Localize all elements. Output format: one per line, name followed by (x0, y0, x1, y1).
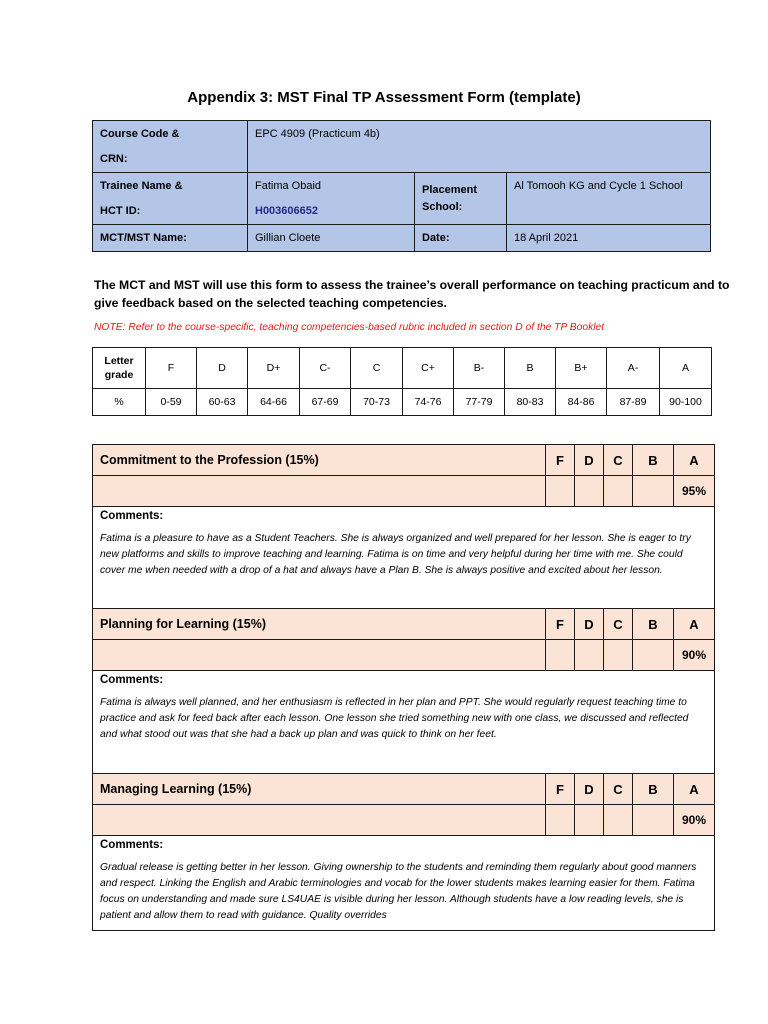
grade-col-c: C (604, 609, 633, 640)
score-cell-d (575, 640, 604, 671)
assessment-section-commitment (92, 444, 715, 612)
grade-range: 77-79 (454, 389, 505, 416)
comments-text: Fatima is always well planned, and her enthusiasm is reflected in her plan and PPT. She would regularly request teaching time to practice and ask for feed back after each lesson. One lesson she tried something new with one class, we discussed and reflected and what stood out was that she had a back up plan and was quick to think on her feet. (100, 697, 689, 740)
grade-col-a: A (674, 774, 715, 805)
assessment-section-planning (92, 608, 715, 776)
grade-range: 87-89 (607, 389, 660, 416)
score-cell-b (633, 805, 674, 836)
score-cell-d (575, 476, 604, 507)
mct-value: Gillian Cloete (248, 225, 415, 252)
section-title: Commitment to the Profession (15%) (93, 445, 546, 476)
rubric-note: NOTE: Refer to the course-specific, teaching competencies-based rubric included in section D of the TP Booklet (94, 322, 605, 333)
assessment-section-managing (92, 773, 715, 931)
grade-col-b: B (633, 609, 674, 640)
grade-letter: C- (300, 348, 351, 389)
crn-label: CRN: (100, 153, 128, 165)
grade-col-d: D (575, 445, 604, 476)
trainee-name: Fatima Obaid (255, 180, 322, 192)
score-cell-c (604, 640, 633, 671)
grade-range: 70-73 (351, 389, 403, 416)
comments-box (93, 836, 715, 931)
grade-range: 67-69 (300, 389, 351, 416)
score-cell-c (604, 805, 633, 836)
grade-letter: D+ (248, 348, 300, 389)
section-title: Planning for Learning (15%) (93, 609, 546, 640)
grade-range: 0-59 (146, 389, 197, 416)
course-code-value: EPC 4909 (Practicum 4b) (248, 121, 711, 173)
comments-label: Comments: (100, 510, 164, 522)
placement-label-line2: School: (422, 201, 463, 213)
grade-range: 90-100 (660, 389, 712, 416)
comments-box (93, 671, 715, 776)
comments-text: Gradual release is getting better in her lesson. Giving ownership to the students and reminding them regularly about good manners and respect. Linking the English and Arabic terminologies and vocab for the lower students makes learning easier for them. Fatima focus on understanding and made sure LS4UAE is visible during her lesson. Although students have a low reading levels, she is patient and allow them to read with guidance. Quality overrides (100, 862, 697, 921)
date-label: Date: (415, 225, 507, 252)
grade-letter: C+ (403, 348, 454, 389)
grade-col-b: B (633, 774, 674, 805)
score-cell-b (633, 476, 674, 507)
grade-letter: B (505, 348, 556, 389)
grade-col-f: F (546, 609, 575, 640)
placement-label-line1: Placement (422, 184, 478, 196)
grade-scale-table (92, 347, 712, 416)
intro-paragraph: The MCT and MST will use this form to assess the trainee’s overall performance on teaching practicum and to give feedback based on the selected teaching competencies. (94, 278, 730, 310)
hct-id-value: H003606652 (255, 205, 319, 217)
grade-letter: C (351, 348, 403, 389)
grade-letter: D (197, 348, 248, 389)
course-code-label: Course Code & (100, 128, 180, 140)
score-cell-d (575, 805, 604, 836)
grade-letter: F (146, 348, 197, 389)
grade-range: 84-86 (556, 389, 607, 416)
mct-label: MCT/MST Name: (93, 225, 248, 252)
grade-col-b: B (633, 445, 674, 476)
grade-range: 74-76 (403, 389, 454, 416)
grade-col-d: D (575, 609, 604, 640)
grade-range: 64-66 (248, 389, 300, 416)
grade-col-f: F (546, 774, 575, 805)
score-cell-c (604, 476, 633, 507)
date-value: 18 April 2021 (507, 225, 711, 252)
grade-letter: A- (607, 348, 660, 389)
score-cell-f (546, 805, 575, 836)
letter-grade-label-line1: Letter (104, 355, 134, 367)
grade-range: 80-83 (505, 389, 556, 416)
percent-header: % (93, 389, 146, 416)
grade-range: 60-63 (197, 389, 248, 416)
grade-letter: B+ (556, 348, 607, 389)
grade-col-d: D (575, 774, 604, 805)
section-title: Managing Learning (15%) (93, 774, 546, 805)
score-value: 90% (674, 640, 715, 671)
comments-text: Fatima is a pleasure to have as a Student Teachers. She is always organized and well prepared for her lesson. She is eager to try new platforms and skills to improve teaching and learning. Fatima is on time and very helpful during her time with me. She could cover me when needed with a drop of a hat and always have a Plan B. She is always positive and excited about her lesson. (100, 533, 691, 576)
grade-col-a: A (674, 609, 715, 640)
comments-box (93, 507, 715, 612)
placement-label-cell (415, 173, 507, 225)
trainee-name-label: Trainee Name & (100, 180, 183, 192)
grade-col-a: A (674, 445, 715, 476)
letter-grade-header (93, 348, 146, 389)
trainee-label-cell (93, 173, 248, 225)
comments-label: Comments: (100, 674, 164, 686)
placement-value: Al Tomooh KG and Cycle 1 School (507, 173, 711, 225)
grade-letter: B- (454, 348, 505, 389)
score-cell-f (546, 640, 575, 671)
trainee-value-cell (248, 173, 415, 225)
hct-id-label: HCT ID: (100, 205, 141, 217)
grade-col-c: C (604, 445, 633, 476)
letter-grade-label-line2: grade (104, 369, 134, 381)
score-blank-cell (93, 640, 546, 671)
score-cell-b (633, 640, 674, 671)
course-info-table (92, 120, 711, 252)
grade-col-f: F (546, 445, 575, 476)
score-blank-cell (93, 476, 546, 507)
grade-col-c: C (604, 774, 633, 805)
grade-letter: A (660, 348, 712, 389)
score-cell-f (546, 476, 575, 507)
course-code-label-cell (93, 121, 248, 173)
page-title: Appendix 3: MST Final TP Assessment Form (template) (187, 89, 581, 106)
score-value: 95% (674, 476, 715, 507)
comments-label: Comments: (100, 839, 164, 851)
score-blank-cell (93, 805, 546, 836)
score-value: 90% (674, 805, 715, 836)
